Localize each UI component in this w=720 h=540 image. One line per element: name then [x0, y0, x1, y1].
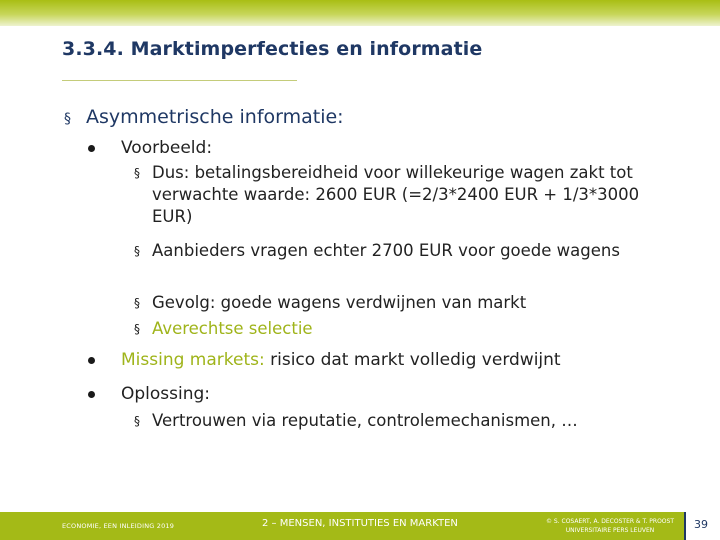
footer-book-title: ECONOMIE, EEN INLEIDING 2019 — [62, 522, 175, 530]
subbullet-vertrouwen — [134, 410, 654, 432]
subbullet-gevolg — [134, 292, 654, 314]
subbullet-text: Dus: betalingsbereidheid voor willekeurige wagen zakt tot verwachte waarde: 2600 EUR (=2/3*2400 EUR + 1/3*3000 EUR) — [152, 163, 640, 226]
subbullet-aanbieders — [134, 240, 654, 262]
slide-title: 3.3.4. Marktimperfecties en informatie — [62, 38, 483, 60]
subbullet-text: Gevolg: goede wagens verdwijnen van markt — [152, 293, 527, 312]
bullet-missing-markets-text — [121, 349, 561, 371]
footer-copyright-authors: © S. COSAERT, A. DECOSTER & T. PROOST — [545, 518, 674, 525]
page-number: 39 — [694, 518, 708, 531]
subbullet-text: Aanbieders vragen echter 2700 EUR voor goede wagens — [152, 241, 620, 260]
section-bullet-icon: § — [134, 166, 140, 180]
footer-copyright-publisher: UNIVERSITAIRE PERS LEUVEN — [565, 527, 655, 534]
section-bullet-icon: § — [134, 414, 140, 428]
subbullet-text-highlight: Averechtse selectie — [152, 319, 313, 338]
subbullet-text: Vertrouwen via reputatie, controlemechanismen, … — [152, 411, 578, 430]
footer-divider — [684, 512, 686, 540]
bullet-level1-text: Asymmetrische informatie: — [86, 106, 344, 128]
section-bullet-icon: § — [64, 111, 71, 127]
footer-copyright — [540, 517, 680, 535]
round-bullet-icon — [88, 357, 95, 364]
round-bullet-icon — [88, 145, 95, 152]
missing-markets-highlight: Missing markets: — [121, 350, 265, 370]
section-bullet-icon: § — [134, 296, 140, 310]
subbullet-betalingsbereidheid — [134, 162, 654, 228]
section-bullet-icon: § — [134, 322, 140, 336]
section-bullet-icon: § — [134, 244, 140, 258]
bullet-level1-asymmetric-info — [64, 104, 344, 132]
bullet-voorbeeld-text: Voorbeeld: — [121, 138, 213, 158]
round-bullet-icon — [88, 391, 95, 398]
footer-chapter: 2 – MENSEN, INSTITUTIES EN MARKTEN — [262, 518, 458, 529]
subbullet-averechtse-selectie — [134, 318, 654, 340]
missing-markets-rest: risico dat markt volledig verdwijnt — [264, 350, 561, 370]
bullet-oplossing-text: Oplossing: — [121, 384, 211, 404]
